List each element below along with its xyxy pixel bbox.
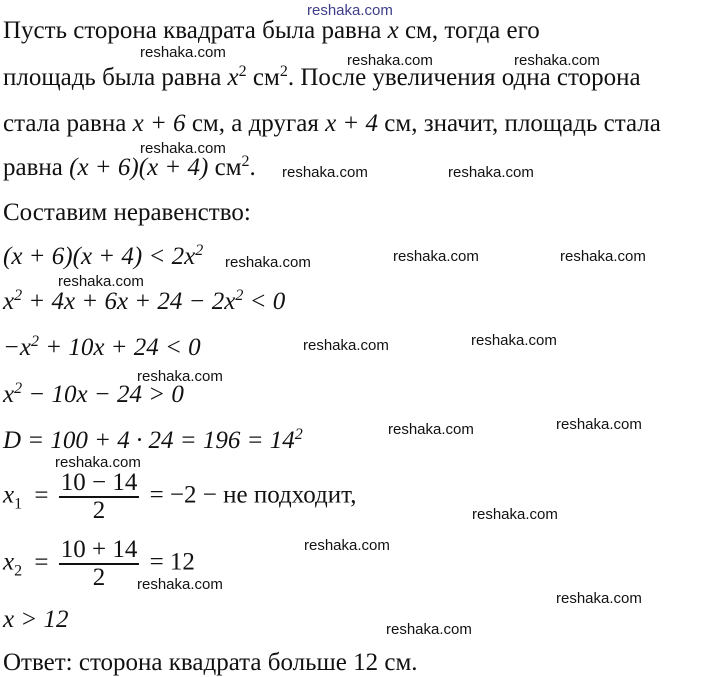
- fraction: [59, 537, 140, 591]
- expression: (x + 6)(x + 4): [69, 154, 209, 181]
- subscript: 2: [14, 562, 23, 580]
- step-2: [3, 288, 285, 316]
- text-segment: см, а другая: [185, 110, 326, 137]
- expression: x: [3, 381, 15, 408]
- expression: − 10x − 24 > 0: [22, 381, 184, 408]
- watermark: reshaka.com: [393, 248, 479, 265]
- watermark: reshaka.com: [560, 248, 646, 265]
- step-1: [3, 243, 203, 271]
- step-4: [3, 381, 184, 409]
- expression: + 4x + 6x + 24 − 2x: [22, 288, 236, 315]
- text-segment: стала равна: [3, 110, 133, 137]
- variable-x: x: [227, 64, 239, 91]
- expression: (x + 6)(x + 4) < 2x: [3, 243, 196, 270]
- watermark: reshaka.com: [472, 506, 558, 523]
- exponent: 2: [14, 380, 23, 397]
- watermark: reshaka.com: [448, 164, 534, 181]
- expression: x + 4: [325, 110, 379, 137]
- watermark: reshaka.com: [386, 621, 472, 638]
- watermark: reshaka.com: [55, 454, 141, 471]
- subscript: 1: [14, 495, 23, 513]
- watermark: reshaka.com: [140, 140, 226, 157]
- text-line-1: [3, 17, 540, 45]
- exponent: 2: [195, 242, 204, 259]
- compose-label: Составим неравенство:: [3, 199, 251, 226]
- exponent: 2: [30, 333, 39, 350]
- text-line-3: [3, 110, 661, 138]
- equals-sign: =: [34, 548, 49, 576]
- watermark: reshaka.com: [514, 52, 600, 69]
- watermark: reshaka.com: [471, 332, 557, 349]
- text-segment: см, тогда его: [398, 17, 540, 44]
- root-result: = −2 − не подходит,: [149, 481, 357, 509]
- fraction-denominator: 2: [92, 497, 106, 524]
- text-segment: равна: [3, 154, 70, 181]
- step-5: [3, 427, 303, 455]
- watermark: reshaka.com: [347, 52, 433, 69]
- text-segment: см: [246, 64, 280, 91]
- watermark: reshaka.com: [137, 368, 223, 385]
- fraction-denominator: 2: [92, 564, 106, 591]
- watermark: reshaka.com: [556, 416, 642, 433]
- expression: + 10x + 24 < 0: [38, 334, 201, 361]
- variable-x: x: [387, 17, 399, 44]
- exponent: 2: [238, 63, 247, 80]
- root-x1: [3, 470, 356, 524]
- exponent: 2: [235, 287, 244, 304]
- watermark: reshaka.com: [303, 337, 389, 354]
- equals-sign: =: [34, 481, 49, 509]
- variable-x: x: [3, 481, 15, 509]
- watermark: reshaka.com: [556, 590, 642, 607]
- step-8: x > 12: [3, 606, 69, 633]
- text-segment: . После увеличения одна сторона: [287, 64, 641, 91]
- text-line-2: [3, 64, 641, 92]
- exponent: 2: [294, 426, 303, 443]
- step-3: [3, 334, 201, 362]
- text-segment: Пусть сторона квадрата была равна: [3, 17, 388, 44]
- exponent: 2: [279, 63, 288, 80]
- answer-line: Ответ: сторона квадрата больше 12 см.: [3, 649, 418, 676]
- fraction-numerator: 10 + 14: [60, 536, 138, 563]
- watermark: reshaka.com: [282, 164, 368, 181]
- watermark: reshaka.com: [304, 537, 390, 554]
- root-result: = 12: [149, 548, 195, 576]
- watermark: reshaka.com: [58, 273, 144, 290]
- text-segment: площадь была равна: [3, 64, 228, 91]
- text-segment: .: [249, 154, 256, 181]
- expression: < 0: [243, 288, 286, 315]
- text-line-4: [3, 154, 256, 182]
- watermark-top: reshaka.com: [307, 2, 393, 19]
- fraction: [59, 470, 140, 524]
- expression: D = 100 + 4 · 24 = 196 = 14: [3, 427, 295, 454]
- expression: x: [3, 288, 15, 315]
- expression: −x: [3, 334, 31, 361]
- exponent: 2: [14, 287, 23, 304]
- variable-x: x: [3, 548, 15, 576]
- watermark: reshaka.com: [388, 421, 474, 438]
- fraction-numerator: 10 − 14: [60, 469, 138, 496]
- watermark: reshaka.com: [225, 254, 311, 271]
- watermark: reshaka.com: [137, 576, 223, 593]
- text-segment: см: [208, 154, 242, 181]
- expression: x + 6: [132, 110, 186, 137]
- exponent: 2: [241, 153, 250, 170]
- watermark: reshaka.com: [140, 44, 226, 61]
- text-segment: см, значит, площадь стала: [378, 110, 661, 137]
